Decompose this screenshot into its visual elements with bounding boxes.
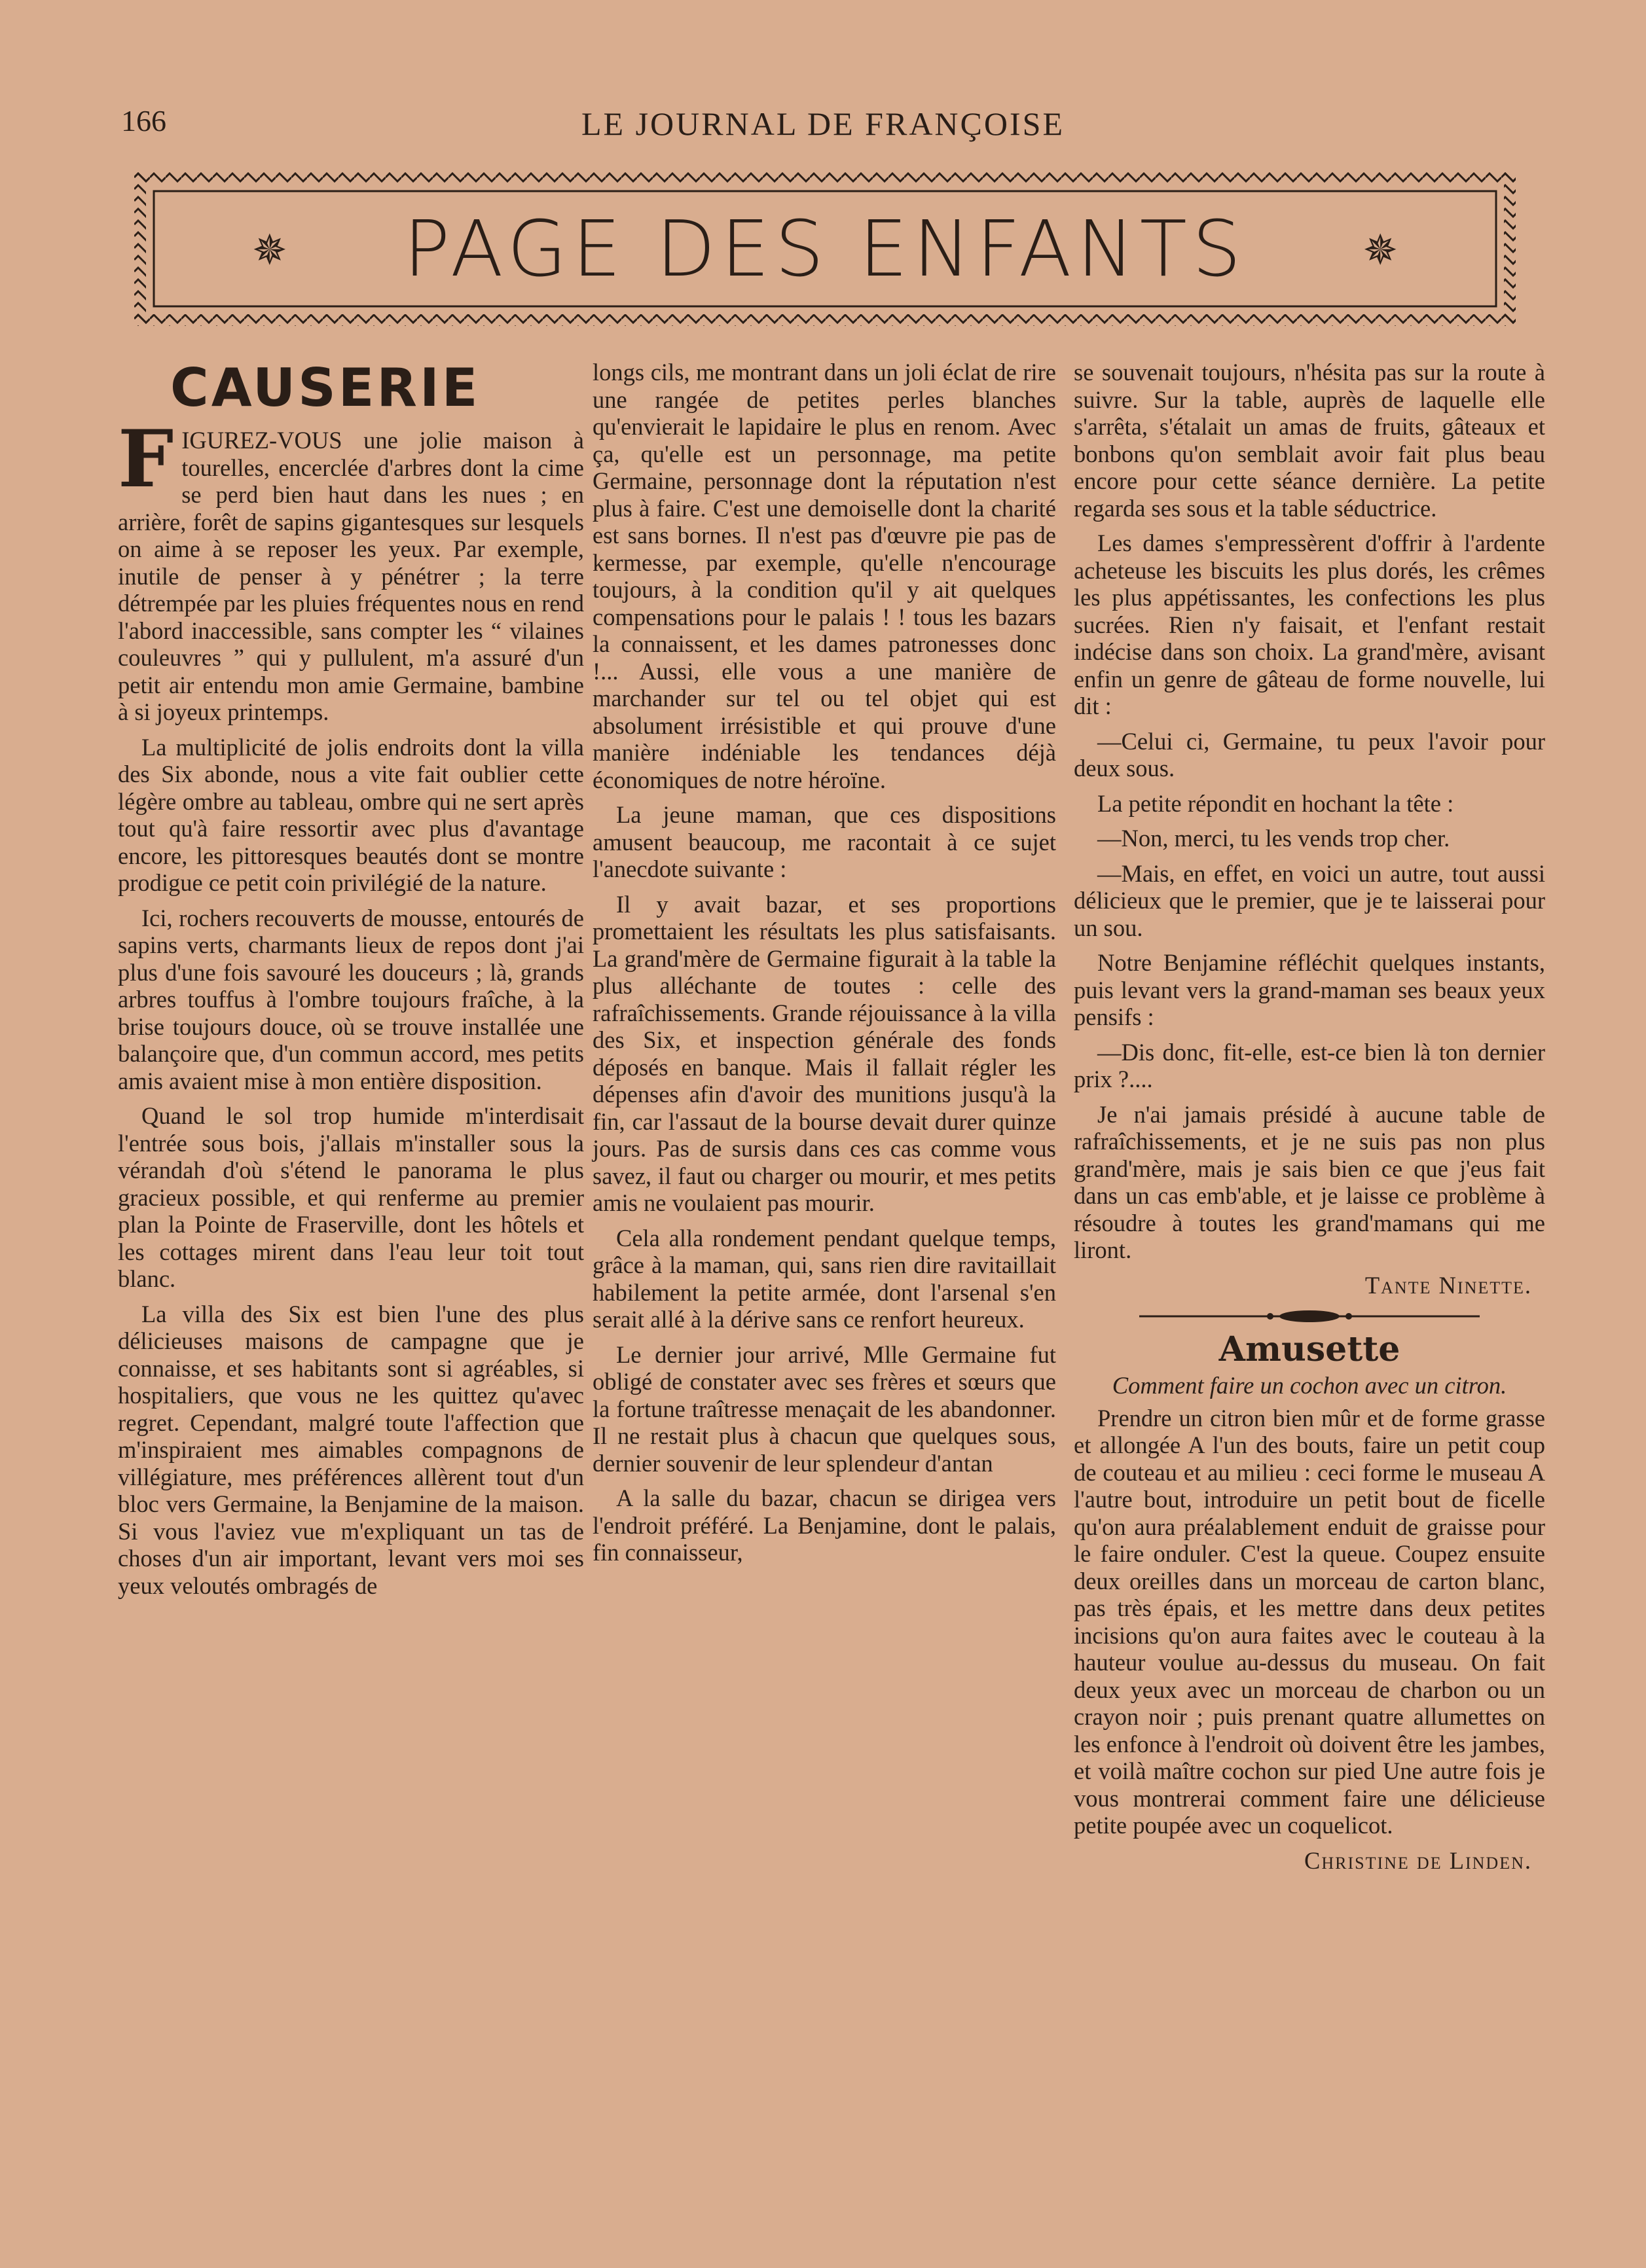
banner-title: PAGE DES ENFANTS xyxy=(403,204,1247,294)
paragraph: FIGUREZ-VOUS une jolie maison à tourelles, encerclée d'arbres dont la cime se perd bien haut dans les nues ; en arrière, forêt de sapins gigantesques sur lesquels on aime à se reposer les yeux. Par exemple, inutile de penser à y pénétrer ; la terre détrempée par les pluies fréquentes nous en rend l'abord inaccessible, sans compter les “ vilaines couleuvres ” qui y pullulent, m'a assuré d'un petit air entendu mon amie Germaine, bambine à si joyeux printemps. xyxy=(118,413,584,725)
column-3 xyxy=(1074,359,1545,1874)
author-signature: Tante Ninette. xyxy=(1364,1271,1532,1299)
paragraph: Les dames s'empressèrent d'offrir à l'ardente acheteuse les biscuits les plus dorés, les crêmes les plus appétissantes, les confections les plus sucrées. Rien n'y faisait, et l'enfant restait indécise dans son choix. La grand'mère, avisant enfin un genre de gâteau de forme nouvelle, lui dit : xyxy=(1074,530,1545,719)
paragraph: se souvenait toujours, n'hésita pas sur la route à suivre. Sur la table, auprès de laquelle elle s'arrêta, s'étalait un amas de fruits, gâteaux et bonbons qu'on semblait avoir fait plus beau encore pour cette séance dernière. La petite regarda ses sous et la table séductrice. xyxy=(1074,359,1545,522)
paragraph: La jeune maman, que ces dispositions amusent beaucoup, me racontait à ce sujet l'anecdote suivante : xyxy=(593,801,1056,882)
paragraph: Je n'ai jamais présidé à aucune table de rafraîchissements, et je ne suis pas non plus grand'mère, mais je sais bien ce que j'eus fait dans un cas emb'able, et je laisse ce problème à résoudre à toutes les grand'mamans qui me liront. xyxy=(1074,1100,1545,1263)
paragraph: Il y avait bazar, et ses proportions promettaient les résultats les plus satisfaisants. La grand'mère de Germaine figurait à la table la plus alléchante de toutes : celle des rafraîchissements. Grande réjouissance à la villa des Six, et inspection générale des fonds déposés en banque. Mais il fallait régler les dépenses afin d'avoir des munitions jusqu'à la fin, car l'assaut de la bourse devait durer quinze jours. Pas de sursis dans ces cas comme vous savez, il faut ou charger ou mourir, et mes petits amis ne voulaient pas mourir. xyxy=(593,890,1056,1216)
section-title: CAUSERIE xyxy=(170,357,481,418)
paragraph: La multiplicité de jolis endroits dont la villa des Six abonde, nous a vite fait oublier cette légère ombre au tableau, ombre qui ne sert après tout qu'à faire ressortir avec plus d'avantage encore, les pittoresques beautés dont se montre prodigue ce petit coin privilégié de la nature. xyxy=(118,733,584,896)
amusette-subtitle: Comment faire un cochon avec un citron. xyxy=(1112,1372,1507,1399)
journal-title: LE JOURNAL DE FRANÇOISE xyxy=(581,105,1065,142)
drop-cap: F xyxy=(118,413,174,505)
page-banner xyxy=(134,171,1516,326)
paragraph: Quand le sol trop humide m'interdisait l'entrée sous bois, j'allais m'installer sous la vérandah d'où s'étend le panorama le plus gracieux possible, et qui renferme au premier plan la Pointe de Fraserville, dont les hôtels et les cottages mirent dans l'eau leur toit tout blanc. xyxy=(118,1102,584,1292)
divider-ornament-icon xyxy=(1139,1308,1480,1325)
paragraph: Prendre un citron bien mûr et de forme grasse et allongée A l'un des bouts, faire un petit coup de couteau et au milieu : ceci forme le museau A l'autre bout, introduire un petit bout de ficelle qu'on aura préalablement enduit de graisse pour le faire onduler. C'est la queue. Coupez ensuite deux oreilles dans un morceau de carton blanc, pas très épais, et les mettre dans deux petites incisions qu'on aura faites avec le couteau à la hauteur voulue au-dessus du museau. On fait deux yeux avec un morceau de charbon ou un crayon noir ; puis prenant quatre allumettes on les enfonce à l'endroit où doivent être les jambes, et voilà maître cochon sur pied Une autre fois je vous montrerai comment faire une délicieuse petite poupée avec un coquelicot. xyxy=(1074,1404,1545,1839)
paragraph: —Dis donc, fit-elle, est-ce bien là ton dernier prix ?.... xyxy=(1074,1038,1545,1092)
paragraph: Notre Benjamine réfléchit quelques instants, puis levant vers la grand-maman ses beaux yeux pensifs : xyxy=(1074,949,1545,1030)
star-ornament-icon: ✵ xyxy=(252,227,287,274)
paragraph: longs cils, me montrant dans un joli éclat de rire une rangée de petites perles blanches qu'envierait le lapidaire le plus en renom. Avec ça, qu'elle est un personnage, ma petite Germaine, personnage dont la réputation n'est plus à faire. C'est une demoiselle dont la charité est sans bornes. Il n'est pas d'œuvre pie pas de kermesse, par exemple, qu'elle n'encourage toujours, à la condition qu'il y ait quelques compensations pour le palais ! ! tous les bazars la connaissent, et les dames patronesses donc !... Aussi, elle vous a une manière de marchander sur tel ou tel objet qui est absolument irrésistible et qui prouve d'une manière indéniable les tendances déjà économiques de notre héroïne. xyxy=(593,359,1056,793)
author-signature: Christine de Linden. xyxy=(1304,1846,1532,1874)
star-ornament-icon: ✵ xyxy=(1363,227,1398,274)
paragraph: Ici, rochers recouverts de mousse, entourés de sapins verts, charmants lieux de repos dont j'ai plus d'une fois savouré les douceurs ; là, grands arbres touffus à l'ombre toujours fraîche, à la brise toujours douce, où se trouve installée une balançoire que, d'un commun accord, mes petits amis avaient mise à mon entière disposition. xyxy=(118,904,584,1094)
paragraph: La villa des Six est bien l'une des plus délicieuses maisons de campagne que je connaisse, et ses habitants sont si agréables, si hospitaliers, que vous ne les quittez qu'avec regret. Cependant, malgré toute l'affection que m'inspiraient mes aimables compagnons de villégiature, mes préférences allèrent tout d'un bloc vers Germaine, la Benjamine de la maison. Si vous l'aviez vue m'expliquant un tas de choses d'un air important, levant vers moi ses yeux veloutés ombragés de xyxy=(118,1300,584,1599)
column-1 xyxy=(118,359,584,1607)
paragraph: La petite répondit en hochant la tête : xyxy=(1097,789,1454,817)
paragraph: —Celui ci, Germaine, tu peux l'avoir pour deux sous. xyxy=(1074,727,1545,782)
page-number: 166 xyxy=(121,104,166,137)
paragraph: —Mais, en effet, en voici un autre, tout aussi délicieux que le premier, que je te laisserai pour un sou. xyxy=(1074,859,1545,941)
amusette-title: Amusette xyxy=(1218,1329,1400,1369)
paragraph: A la salle du bazar, chacun se dirigea vers l'endroit préféré. La Benjamine, dont le palais, fin connaisseur, xyxy=(593,1485,1056,1566)
paragraph: Le dernier jour arrivé, Mlle Germaine fut obligé de constater avec ses frères et sœurs que la fortune traîtresse menaçait de les abandonner. Il ne restait plus à chacun que quelques sous, dernier souvenir de leur splendeur d'antan xyxy=(593,1341,1056,1477)
paragraph: —Non, merci, tu les vends trop cher. xyxy=(1097,825,1450,852)
paragraph: Cela alla rondement pendant quelque temps, grâce à la maman, qui, sans rien dire ravitaillait habilement la petite armée, dont l'arsenal s'en serait allé à la dérive sans ce renfort heureux. xyxy=(593,1224,1056,1333)
column-2 xyxy=(593,359,1056,1574)
